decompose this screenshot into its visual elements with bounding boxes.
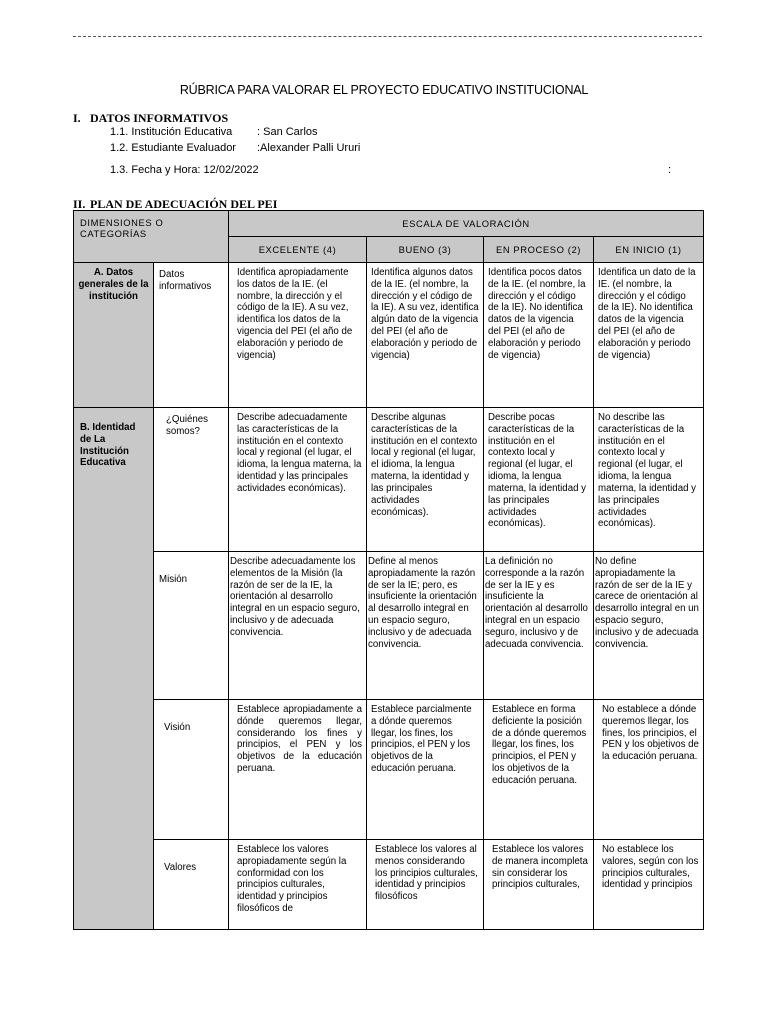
rubric-cell: No establece los valores, según con los principios culturales, identidad y principios: [594, 840, 704, 930]
rubric-cell: Establece en forma deficiente la posición de a dónde queremos llegar, los fines, los principios, el PEN y los objetivos de la educación peruana.: [484, 700, 594, 840]
rubric-cell: Describe adecuadamente las características de la institución en el contexto local y regional (el lugar, el idioma, la lengua materna, la identidad y las principales actividades económicas).: [229, 408, 367, 552]
rubric-cell: Establece los valores al menos considerando los principios culturales, identidad y principios filosóficos: [367, 840, 484, 930]
info-label: 1.1. Institución Educativa: [110, 126, 233, 138]
rubric-cell: No define apropiadamente la razón de ser de la IE y carece de orientación al desarrollo integral en un espacio seguro, inclusivo y de adecuada convivencia.: [594, 552, 704, 700]
header-dimensions: DIMENSIONES O CATEGORÍAS: [74, 211, 229, 263]
rubric-cell: Describe pocas características de la institución en el contexto local y regional (el lugar, el idioma, la lengua materna, la identidad y las principales actividades económicas).: [484, 408, 594, 552]
rubric-cell: Establece los valores apropiadamente según la conformidad con los principios culturales, identidad y principios filosóficos de: [229, 840, 367, 930]
subcategory-mision: Misión: [154, 552, 229, 700]
subcategory-vision: Visión: [154, 700, 229, 840]
rubric-cell: Identifica apropiadamente los datos de la IE. (el nombre, la dirección y el código de la IE). A su vez, identifica los datos de la vigencia del PEI (el año de elaboración y periodo de vigencia): [229, 263, 367, 408]
info-value-evaluador: :Alexander Palli Ururi: [257, 142, 361, 154]
header-level-en-inicio: EN INICIO (1): [594, 237, 704, 263]
header-level-bueno: BUENO (3): [367, 237, 484, 263]
rubric-cell: Describe adecuadamente los elementos de la Misión (la razón de ser de la IE, la orientación al desarrollo integral en un espacio seguro, inclusivo y de adecuada convivencia.: [229, 552, 367, 700]
rubric-cell: Identifica algunos datos de la IE. (el nombre, la dirección y el código de la IE). A su vez, identifica algún dato de la vigencia del PEI (el año de elaboración y periodo de vigencia): [367, 263, 484, 408]
header-level-en-proceso: EN PROCESO (2): [484, 237, 594, 263]
header-scale: ESCALA DE VALORACIÓN: [229, 211, 704, 237]
section-number: I.: [73, 111, 81, 125]
info-label: 1.3. Fecha y Hora: 12/02/2022: [110, 164, 259, 176]
section-title: DATOS INFORMATIVOS: [90, 111, 229, 125]
info-line-institucion: [110, 126, 232, 138]
section-number: II.: [73, 197, 86, 211]
dimension-a: A. Datos generales de la institución: [74, 263, 154, 408]
rubric-cell: No describe las características de la institución en el contexto local y regional (el lugar, el idioma, la lengua materna, la identidad y las principales actividades económicas).: [594, 408, 704, 552]
info-value-fecha: :: [668, 164, 672, 176]
info-value-institucion: : San Carlos: [257, 126, 318, 138]
rubric-table: [73, 210, 704, 930]
rubric-cell: Describe algunas características de la institución en el contexto local y regional (el lugar, el idioma, la lengua materna, la identidad y las principales actividades económicas).: [367, 408, 484, 552]
header-level-excelente: EXCELENTE (4): [229, 237, 367, 263]
dimension-b: B. Identidad de La Institución Educativa: [74, 408, 154, 930]
rubric-cell: Establece apropiadamente a dónde queremos llegar, considerando los fines y principios, el PEN y los objetivos de la educación peruana.: [229, 700, 367, 840]
rubric-cell: La definición no corresponde a la razón de ser la IE y es insuficiente la orientación al desarrollo integral en un espacio seguro, inclusivo y de adecuada convivencia.: [484, 552, 594, 700]
subcategory-quienes-somos: ¿Quiénes somos?: [154, 408, 229, 552]
top-dashed-rule: [73, 36, 702, 37]
subcategory-datos-informativos: Datos informativos: [154, 263, 229, 408]
rubric-cell: Define al menos apropiadamente la razón de ser la IE; pero, es insuficiente la orientación al desarrollo integral en un espacio seguro, inclusivo y de adecuada convivencia.: [367, 552, 484, 700]
info-line-evaluador: [110, 142, 236, 154]
rubric-cell: Establece parcialmente a dónde queremos llegar, los fines, los principios, el PEN y los objetivos de la educación peruana.: [367, 700, 484, 840]
section-heading-1: [73, 111, 228, 126]
document-title: RÚBRICA PARA VALORAR EL PROYECTO EDUCATIVO INSTITUCIONAL: [179, 83, 589, 97]
info-line-fecha: [110, 164, 259, 176]
rubric-cell: Establece los valores de manera incompleta sin considerar los principios culturales,: [484, 840, 594, 930]
rubric-cell: Identifica un dato de la IE. (el nombre, la dirección y el código de la IE). No identifica datos de la vigencia del PEI (el año de elaboración y periodo de vigencia): [594, 263, 704, 408]
rubric-cell: Identifica pocos datos de la IE. (el nombre, la dirección y el código de la IE). No identifica datos de la vigencia del PEI (el año de elaboración y periodo de vigencia): [484, 263, 594, 408]
subcategory-valores: Valores: [154, 840, 229, 930]
rubric-cell: No establece a dónde queremos llegar, los fines, los principios, el PEN y los objetivos de la educación peruana.: [594, 700, 704, 840]
info-label: 1.2. Estudiante Evaluador: [110, 142, 236, 154]
section-title: PLAN DE ADECUACIÓN DEL PEI: [90, 197, 278, 211]
